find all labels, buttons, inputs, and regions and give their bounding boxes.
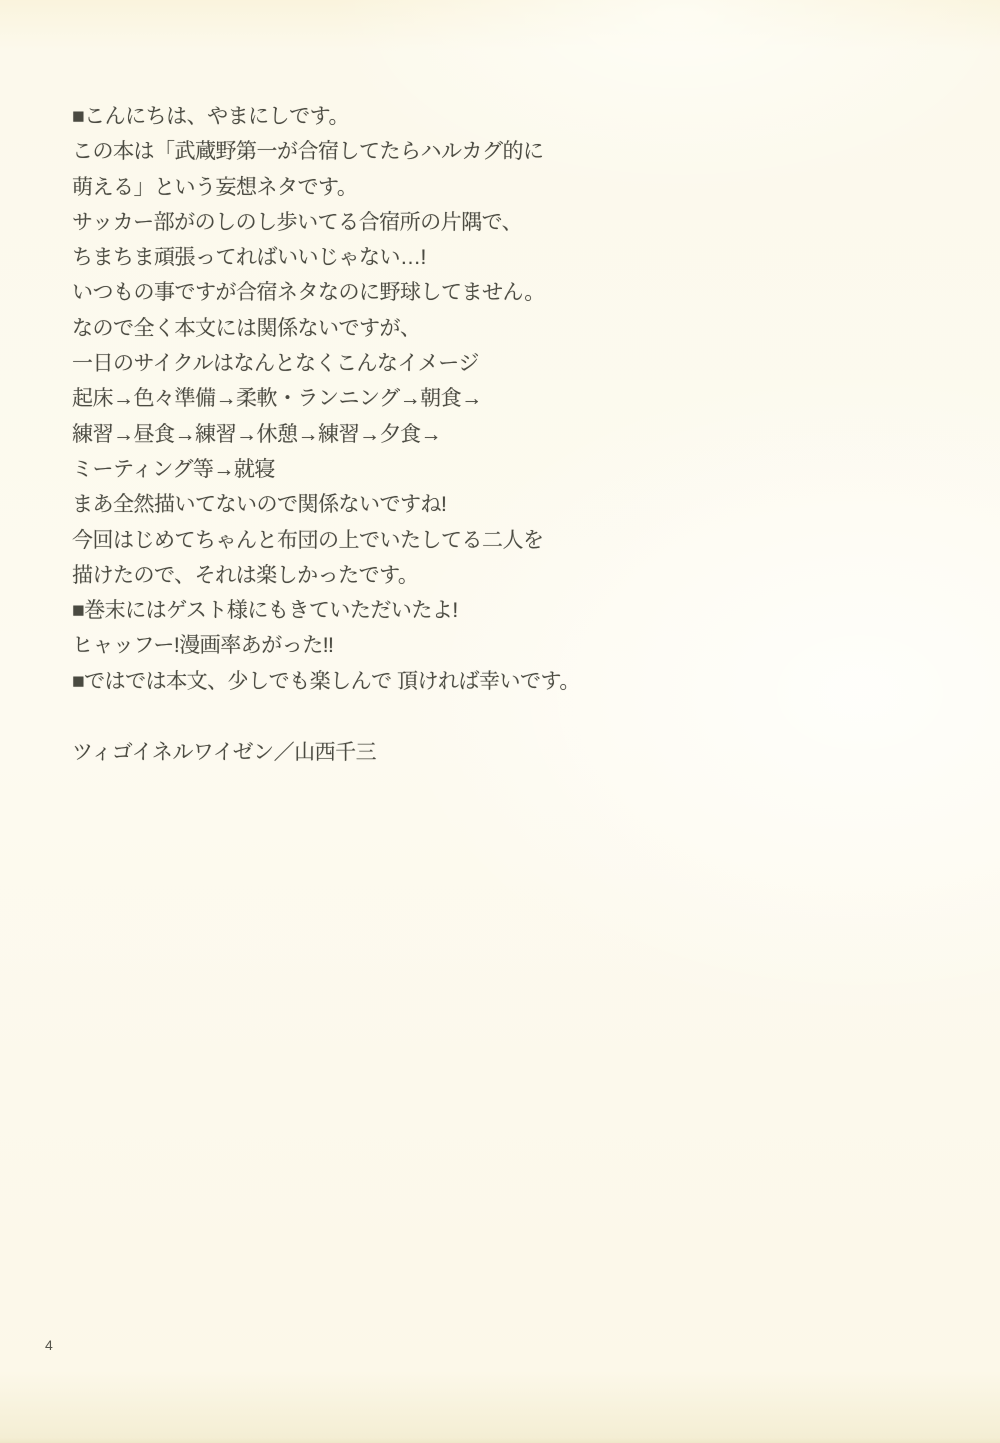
author-signature: ツィゴイネルワイゼン／山西千三 (72, 741, 377, 764)
text-line: ■ではでは本文、少しでも楽しんで 頂ければ幸いです。 (72, 669, 580, 693)
page-number: 4 (45, 1337, 53, 1353)
text-line: 今回はじめてちゃんと布団の上でいたしてる二人を (72, 528, 544, 552)
text-line: ■こんにちは、やまにしです。 (72, 105, 350, 128)
afterword-text (72, 99, 632, 699)
text-line: この本は「武蔵野第一が合宿してたらハルカグ的に (72, 140, 544, 164)
text-line: サッカー部がのしのし歩いてる合宿所の片隅で、 (72, 210, 523, 234)
text-line: ヒャッフー!漫画率あがった!! (72, 634, 334, 658)
text-line: なので全く本文には関係ないですが、 (72, 316, 421, 340)
text-line: まあ全然描いてないので関係ないですね! (72, 493, 447, 517)
text-line: 起床→色々準備→柔軟・ランニング→朝食→ (72, 387, 482, 411)
text-line: ■巻末にはゲスト様にもきていただいたよ! (72, 599, 458, 623)
text-line: ちまちま頑張ってればいいじゃない…! (72, 246, 426, 270)
text-line: 描けたので、それは楽しかったです。 (72, 563, 419, 587)
text-line: いつもの事ですが合宿ネタなのに野球してません。 (72, 281, 545, 305)
text-line: 萌える」という妄想ネタです。 (72, 175, 358, 199)
text-line: ミーティング等→就寝 (72, 457, 275, 481)
text-line: 練習→昼食→練習→休憩→練習→夕食→ (72, 422, 441, 446)
text-line: 一日のサイクルはなんとなくこんなイメージ (72, 352, 479, 376)
